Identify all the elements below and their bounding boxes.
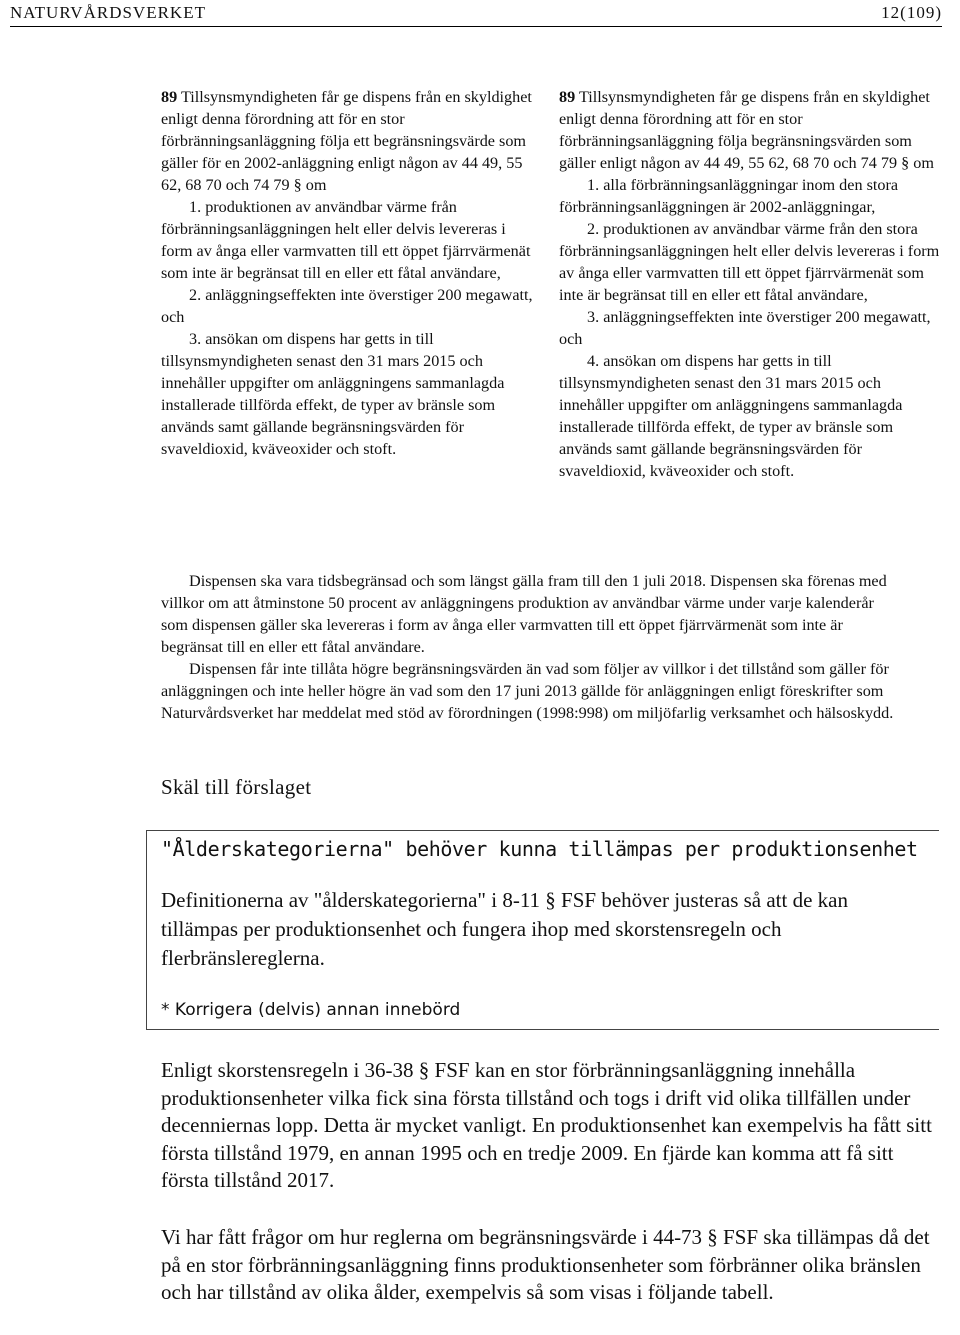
right-intro: 89 Tillsynsmyndigheten får ge dispens från en skyldighet enligt denna förordning att för en stor förbränningsanläggning följa begränsningsvärden som gäller enligt någon av 44 49, 55 62, 68 70 och 74 79 § om (559, 88, 934, 172)
right-item-4: 4. ansökan om dispens har getts in till tillsynsmyndigheten senast den 31 mars 2015 och innehåller uppgifter om anläggningens sammanlagda installerade tillförda effekt, de typer av bränsle som används samt gällande begränsningsvärden för svaveldioxid, kväveoxider och stoft. (559, 352, 903, 480)
box-heading: "Ålderskategorierna" behöver kunna tillämpas per produktionsenhet (146, 830, 939, 874)
left-intro: 89 Tillsynsmyndigheten får ge dispens från en skyldighet enligt denna förordning att för en stor förbränningsanläggning följa ett begränsningsvärde som gäller för en 2002-anläggning enligt någon av 44 49, 55 62, 68 70 och 74 79 § om (161, 88, 532, 194)
page-number: 12(109) (881, 3, 942, 22)
right-item-1: 1. alla förbränningsanläggningar inom den stora förbränningsanläggningen är 2002-anläggningar, (559, 176, 899, 216)
left-item-2: 2. anläggningseffekten inte överstiger 200 megawatt, och (161, 286, 533, 326)
organization-name: NATURVÅRDSVERKET (10, 3, 206, 22)
continuation-paragraph-1: Dispensen ska vara tidsbegränsad och som längst gälla fram till den 1 juli 2018. Dispensen ska förenas med villkor om att åtminstone 50 procent av anläggningens produktion av användbar värme under varje kalenderår som dispensen gäller ska levereras i form av ånga eller varmvatten till ett öppet fjärrvärmenät som inte är begränsat till en eller ett fåtal användare. (161, 572, 887, 656)
continuation-text (161, 570, 901, 724)
section-title: Skäl till förslaget (161, 775, 312, 799)
left-item-1: 1. produktionen av användbar värme från förbränningsanläggningen helt eller delvis levereras i form av ånga eller varmvatten till ett öppet fjärrvärmenät som inte är begränsat till en eller ett fåtal användare, (161, 198, 531, 282)
page-header (10, 0, 942, 27)
right-item-2: 2. produktionen av användbar värme från den stora förbränningsanläggningen helt eller delvis levereras i form av ånga eller varmvatten till ett öppet fjärrvärmenät som inte är begränsat till en eller ett fåtal användare, (559, 220, 940, 304)
left-column-current-text (161, 86, 539, 460)
body-paragraph-1: Enligt skorstensregeln i 36-38 § FSF kan en stor förbränningsanläggning innehålla produktionsenheter vilka fick sina första tillstånd och togs i drift vid olika tillfällen under decenniernas lopp. Detta är mycket vanligt. En produktionsenhet kan exempelvis ha fått sitt första tillstånd 1979, en annan 1995 och en tredje 2009. En fjärde kan komma att få sitt första tillstånd 2017. (161, 1058, 932, 1192)
continuation-paragraph-2: Dispensen får inte tillåta högre begränsningsvärden än vad som följer av villkor i det tillstånd som gäller för anläggningen och inte heller högre än vad som den 17 juni 2013 gällde för anläggningen enligt föreskrifter som Naturvårdsverket har meddelat med stöd av förordningen (1998:998) om miljöfarlig verksamhet och hälsoskydd. (161, 660, 894, 722)
right-column-proposed-text (559, 86, 949, 482)
box-note: * Korrigera (delvis) annan innebörd (146, 976, 939, 1030)
left-section-number: 89 (161, 88, 178, 106)
right-section-number: 89 (559, 88, 576, 106)
body-paragraph-2: Vi har fått frågor om hur reglerna om begränsningsvärde i 44-73 § FSF ska tillämpas då det på en stor förbränningsanläggning finns produktionsenheter som förbränner olika bränslen och har tillstånd av olika ålder, exempelvis så som visas i följande tabell. (161, 1225, 930, 1304)
box-paragraph: Definitionerna av "ålderskategorierna" i 8-11 § FSF behöver justeras så att de kan tillämpas per produktionsenhet och fungera ihop med skorstensregeln och flerbränslereglerna. (146, 874, 939, 976)
left-item-3: 3. ansökan om dispens har getts in till tillsynsmyndigheten senast den 31 mars 2015 och innehåller uppgifter om anläggningens sammanlagda installerade tillförda effekt, de typer av bränsle som används samt gällande begränsningsvärden för svaveldioxid, kväveoxider och stoft. (161, 330, 505, 458)
right-item-3: 3. anläggningseffekten inte överstiger 200 megawatt, och (559, 308, 931, 348)
